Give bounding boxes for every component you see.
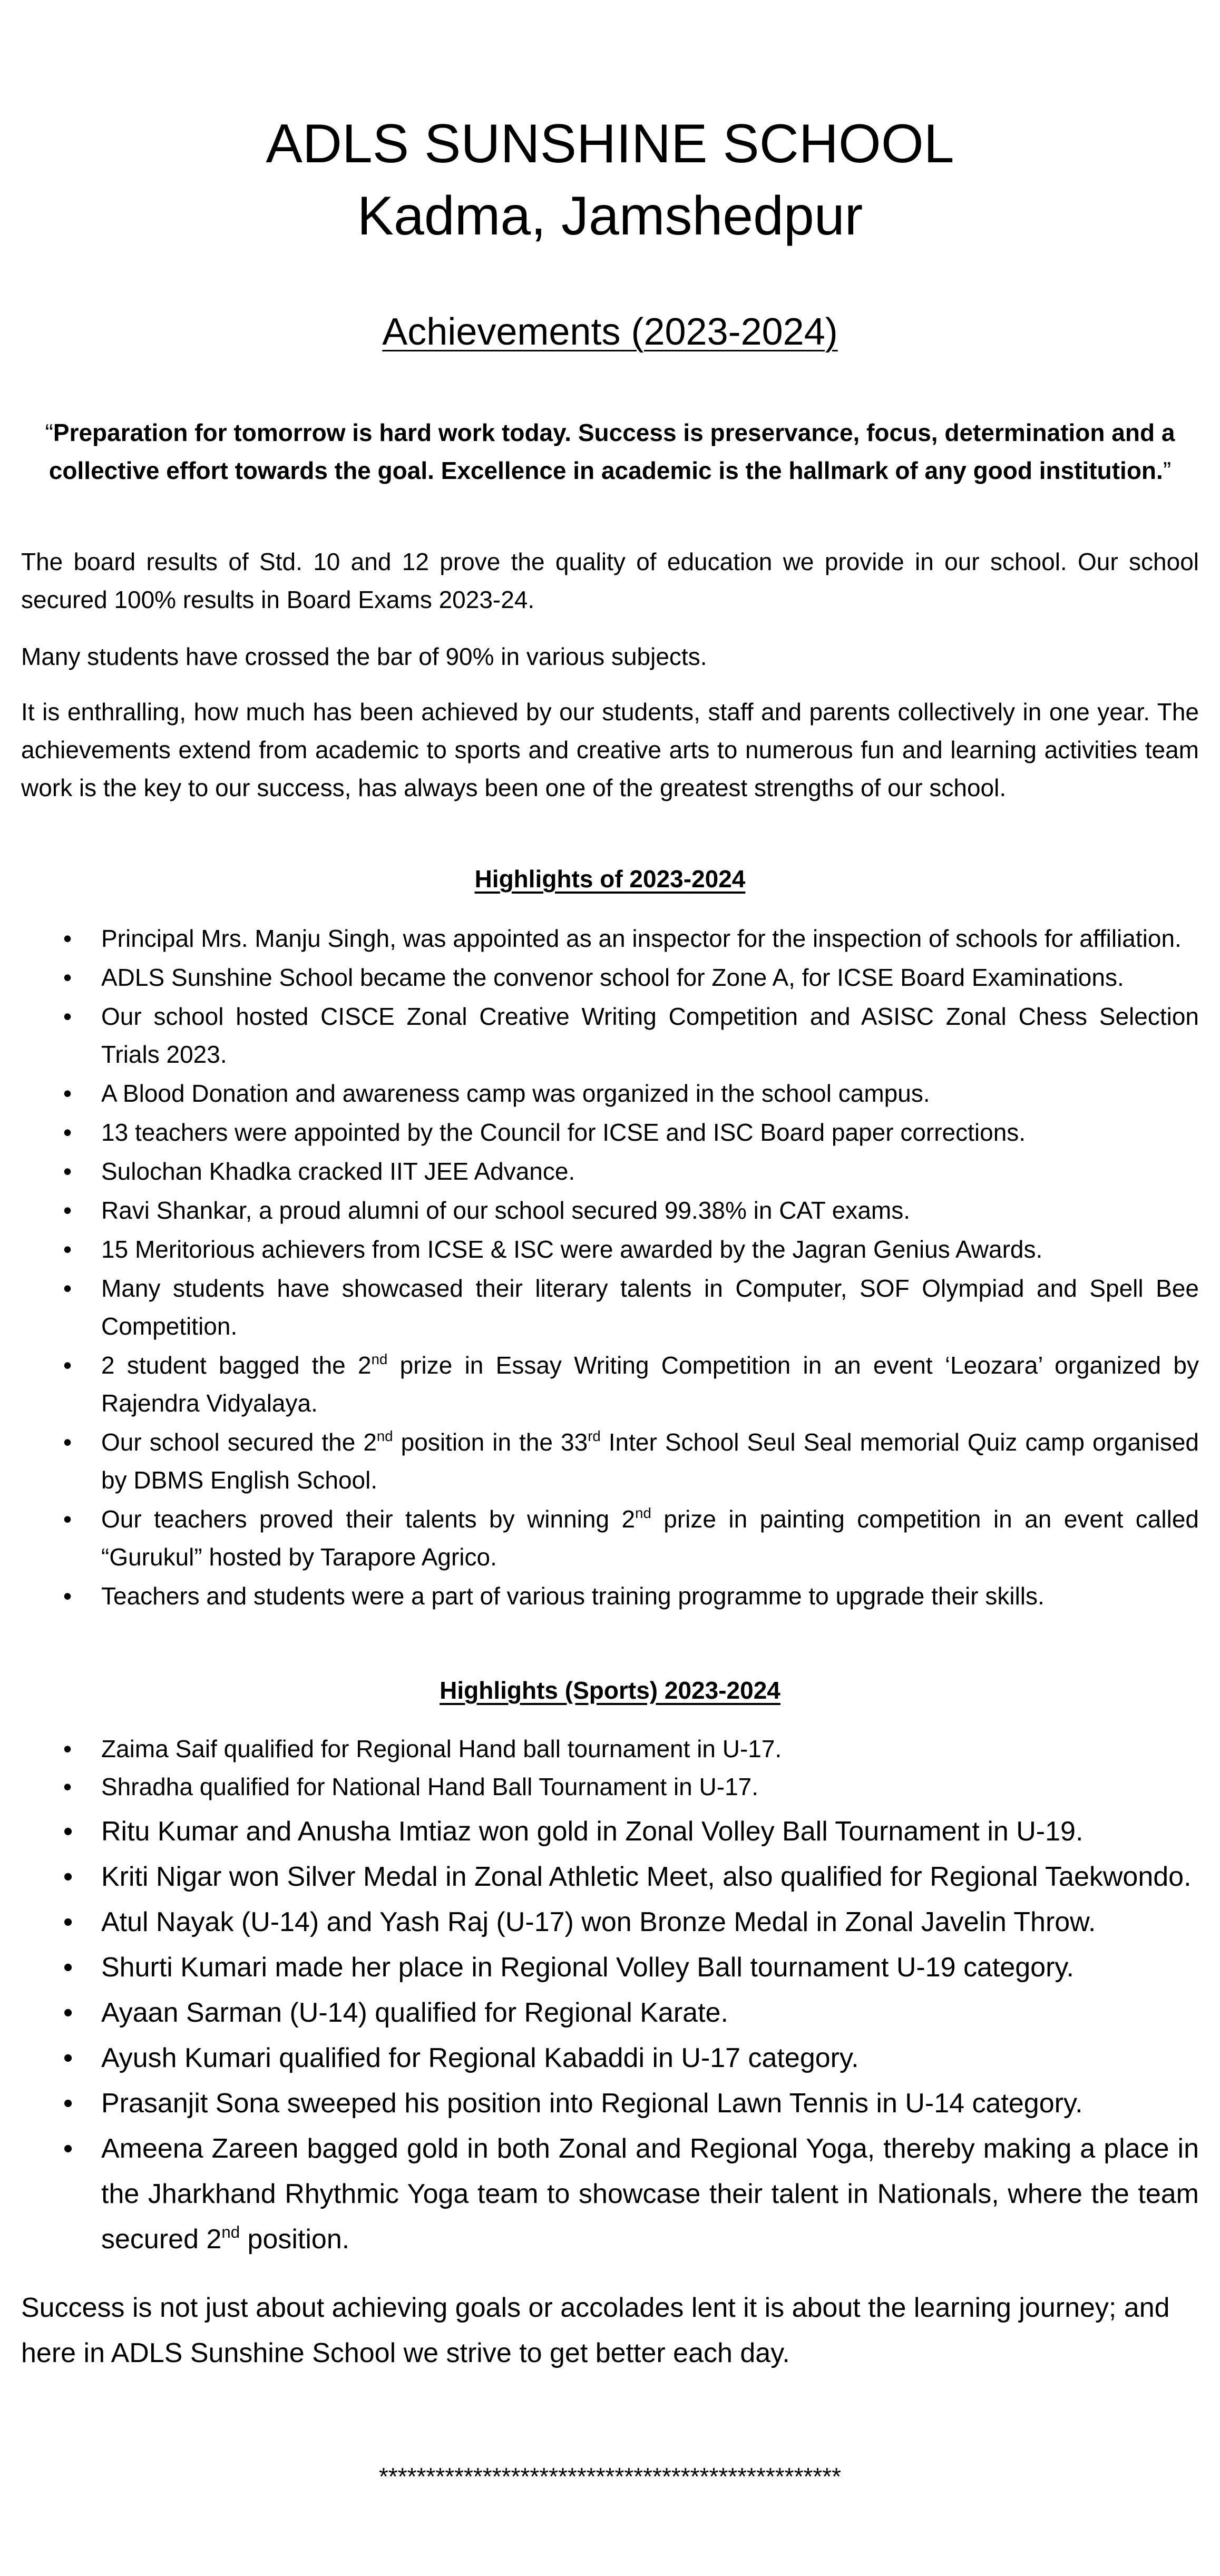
list-item	[21, 1854, 1199, 1899]
list-item-text: prize in painting competition in an event called “Gurukul” hosted by Tarapore Agrico.	[101, 1505, 1199, 1571]
ordinal-suffix: nd	[221, 2223, 240, 2242]
list-item	[21, 1990, 1199, 2035]
bullet-icon: •	[63, 1236, 72, 1263]
bullet-icon: •	[63, 2133, 73, 2164]
quote-open-mark: “	[45, 419, 53, 446]
list-item-text: Atul Nayak (U-14) and Yash Raj (U-17) won Bronze Medal in Zonal Javelin Throw.	[101, 1907, 1096, 1937]
closing-paragraph: Success is not just about achieving goals or accolades lent it is about the learning journey; and here in ADLS Sunshine School we strive to get better each day.	[21, 2293, 1170, 2368]
list-item	[21, 1945, 1199, 1990]
bullet-icon: •	[63, 1197, 72, 1224]
list-item-text: Ameena Zareen bagged gold in both Zonal and Regional Yoga, thereby making a place in the Jharkhand Rhythmic Yoga team to showcase their talent in Nationals, where the team secured 2	[101, 2133, 1199, 2255]
list-item	[21, 997, 1199, 1073]
quote-text: Preparation for tomorrow is hard work today. Success is preservance, focus, determination and a collective effort towards the goal. Excellence in academic is the hallmark of any good institution.	[48, 419, 1175, 484]
bullet-icon: •	[63, 1505, 72, 1533]
list-item-text: Inter School Seul Seal memorial Quiz camp organised by DBMS English School.	[101, 1428, 1199, 1494]
list-item-text: Many students have showcased their literary talents in Computer, SOF Olympiad and Spell Bee Competition.	[101, 1275, 1199, 1340]
list-item	[21, 1899, 1199, 1945]
highlights-heading: Highlights of 2023-2024	[474, 865, 746, 893]
list-item	[21, 1730, 1199, 1768]
quote-close-mark: ”	[1163, 457, 1172, 484]
list-item-text: Zaima Saif qualified for Regional Hand ball tournament in U-17.	[101, 1735, 782, 1762]
list-item	[21, 919, 1199, 957]
school-name: ADLS SUNSHINE SCHOOL	[266, 113, 954, 174]
sports-highlights-heading: Highlights (Sports) 2023-2024	[440, 1677, 780, 1704]
list-item	[21, 1074, 1199, 1112]
list-item	[21, 2126, 1199, 2262]
bullet-icon: •	[63, 1773, 72, 1800]
bullet-icon: •	[63, 1351, 72, 1379]
sports-list-continued	[21, 1809, 1199, 2262]
bullet-icon: •	[63, 1735, 72, 1762]
list-item-text: Our school hosted CISCE Zonal Creative Writing Competition and ASISC Zonal Chess Selection Trials 2023.	[101, 1003, 1199, 1068]
list-item-text: Ravi Shankar, a proud alumni of our school secured 99.38% in CAT exams.	[101, 1197, 911, 1224]
list-item-text: 13 teachers were appointed by the Council for ICSE and ISC Board paper corrections.	[101, 1119, 1026, 1146]
list-item-text: Sulochan Khadka cracked IIT JEE Advance.	[101, 1158, 575, 1185]
list-item-text: position in the 33	[393, 1428, 588, 1456]
list-item	[21, 1191, 1199, 1229]
board-results-paragraph: The board results of Std. 10 and 12 prove the quality of education we provide in our school. Our school secured 100% results in Board Exams 2023-24.	[21, 548, 1199, 613]
bullet-icon: •	[63, 1816, 73, 1847]
list-item-text: ADLS Sunshine School became the convenor school for Zone A, for ICSE Board Examinations.	[101, 964, 1124, 991]
bullet-icon: •	[63, 1119, 72, 1146]
highlights-list	[21, 919, 1199, 1616]
list-item-text: Ritu Kumar and Anusha Imtiaz won gold in Zonal Volley Ball Tournament in U-19.	[101, 1816, 1084, 1847]
list-item-text: position.	[240, 2224, 350, 2255]
list-item-text: Principal Mrs. Manju Singh, was appointed as an inspector for the inspection of schools for affiliation.	[101, 925, 1182, 952]
achievements-title: Achievements (2023-2024)	[382, 311, 838, 353]
list-item	[21, 2035, 1199, 2081]
bullet-icon: •	[63, 1952, 73, 1983]
bullet-icon: •	[63, 1158, 72, 1185]
list-item	[21, 2081, 1199, 2126]
sports-list	[21, 1730, 1199, 1806]
list-item	[21, 958, 1199, 996]
bullet-icon: •	[63, 964, 72, 991]
bullet-icon: •	[63, 1275, 72, 1302]
bullet-icon: •	[63, 1582, 72, 1610]
ordinal-suffix: rd	[588, 1428, 601, 1445]
list-item-text: 2 student bagged the 2	[101, 1351, 372, 1379]
bullet-icon: •	[63, 925, 72, 952]
list-item	[21, 1768, 1199, 1806]
school-location: Kadma, Jamshedpur	[357, 185, 863, 247]
bullet-icon: •	[63, 1080, 72, 1107]
many-students-paragraph: Many students have crossed the bar of 90% in various subjects.	[21, 643, 707, 670]
list-item-text: Prasanjit Sona sweeped his position into Regional Lawn Tennis in U-14 category.	[101, 2088, 1083, 2119]
list-item	[21, 1230, 1199, 1268]
bullet-icon: •	[63, 1997, 73, 2028]
list-item-text: Our teachers proved their talents by winning 2	[101, 1505, 636, 1533]
bullet-icon: •	[63, 1428, 72, 1456]
footer-divider-stars: *************************************************	[378, 2463, 842, 2490]
list-item	[21, 1500, 1199, 1576]
list-item-text: A Blood Donation and awareness camp was organized in the school campus.	[101, 1080, 930, 1107]
bullet-icon: •	[63, 1862, 73, 1892]
list-item	[21, 1577, 1199, 1615]
list-item-text: Teachers and students were a part of various training programme to upgrade their skills.	[101, 1582, 1045, 1610]
list-item	[21, 1269, 1199, 1345]
list-item	[21, 1346, 1199, 1422]
list-item-text: 15 Meritorious achievers from ICSE & ISC were awarded by the Jagran Genius Awards.	[101, 1236, 1043, 1263]
motto-quote	[21, 414, 1199, 489]
list-item-text: Our school secured the 2	[101, 1428, 377, 1456]
bullet-icon: •	[63, 2088, 73, 2119]
achievements-summary-paragraph: It is enthralling, how much has been achieved by our students, staff and parents collectively in one year. The achievements extend from academic to sports and creative arts to numerous fun and learning activities team work is the key to our success, has always been one of the greatest strengths of our school.	[21, 698, 1199, 801]
bullet-icon: •	[63, 1003, 72, 1030]
ordinal-suffix: nd	[376, 1428, 393, 1445]
list-item-text: Ayush Kumari qualified for Regional Kabaddi in U-17 category.	[101, 2043, 859, 2073]
ordinal-suffix: nd	[635, 1505, 651, 1522]
list-item	[21, 1809, 1199, 1854]
bullet-icon: •	[63, 1907, 73, 1937]
ordinal-suffix: nd	[371, 1351, 388, 1368]
list-item-text: Ayaan Sarman (U-14) qualified for Regional Karate.	[101, 1997, 728, 2028]
list-item	[21, 1113, 1199, 1151]
list-item-text: Kriti Nigar won Silver Medal in Zonal Athletic Meet, also qualified for Regional Taekwondo.	[101, 1862, 1192, 1892]
list-item-text: Shurti Kumari made her place in Regional Volley Ball tournament U-19 category.	[101, 1952, 1074, 1983]
list-item-text: Shradha qualified for National Hand Ball Tournament in U-17.	[101, 1773, 759, 1800]
list-item-text: prize in Essay Writing Competition in an event ‘Leozara’ organized by Rajendra Vidyalaya.	[101, 1351, 1199, 1417]
list-item	[21, 1152, 1199, 1190]
bullet-icon: •	[63, 2043, 73, 2073]
list-item	[21, 1423, 1199, 1499]
